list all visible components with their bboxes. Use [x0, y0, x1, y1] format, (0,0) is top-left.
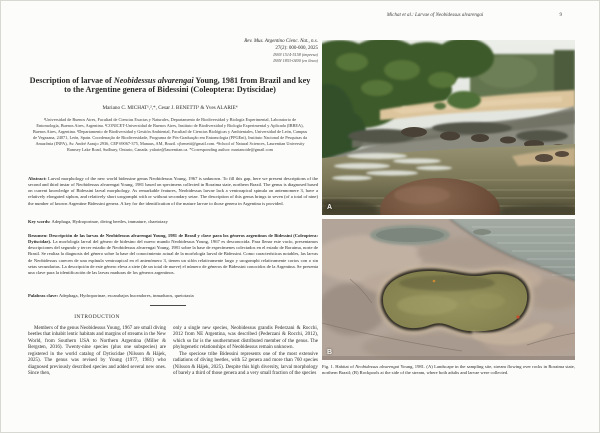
resumen-text: La morfología larval del género de bidesino del nuevo mundo Neobidessus Young, 1967 es desconocida. Para llenar este vacío, presentamos descripciones del segundo y tercer estadio de Neobidessus alvarengai Young, 1981 sobre la base de especímenes colectados en el estado de Roraima, norte de Brasil. Se realiza la diagnosis del género sobre la base del conocimiento actual de la morfología larval de Bidessini. Como características notables, las larvas de Neobidessus carecen de una espínula ventroapical en el antenómero 3, tienen un sifón relativamente largo y urogomphi relativamente cortos con o sin setas secundarias. La descripción de este género eleva a siete (de un total de nueve) el número de géneros de Bidessini conocidos de la Argentina. Se presenta una clave para la identificación de las larvas maduras de los géneros argentinos. [28, 239, 319, 275]
orange-speck [516, 315, 519, 318]
authors-line: Mariano C. MICHAT¹,²,*, Cesar J. BENETTI³ & Yves ALARIE⁴ [102, 105, 238, 111]
keywords [28, 219, 318, 225]
pool-reflection-2 [469, 293, 505, 309]
journal-issue: 27(2): 000-000, 2025 [275, 45, 318, 51]
intro-paragraph-1: Members of the genus Neobidessus Young, 1967 are small diving beetles that inhabit lentic habitats and margins of streams in the New World, from Southern USA to Northern Argentina (Miller & Bergsten, 2016). Twenty-nine species (plus one subspecies) are registered in the world catalog of Dytiscidae (Nilsson & Hájek, 2025). The genus was revised by Young (1977, 1981) who diagnosed previously described species and added several new ones. Since then, [28, 326, 166, 377]
photo-label-b: B [327, 349, 333, 356]
pool-reflection-1 [397, 295, 457, 315]
caption-species: Neobidessus alvarengai [355, 364, 400, 369]
boulder-highlight [394, 186, 450, 204]
keywords-text: Adephaga, Hydroporinae, diving beetles, immature, chaetotaxy [51, 219, 168, 224]
intro-column-right [173, 326, 318, 378]
bottom-rock-edge [322, 356, 575, 360]
article-title-species: Neobidessus alvarengai [113, 76, 194, 85]
palabras-clave [28, 293, 318, 299]
yellow-speck [433, 280, 436, 283]
resumen [28, 233, 318, 276]
intro-column-left [28, 326, 166, 378]
running-head: Michat et al.: Larvae of Neobidessus alvarengai [386, 13, 484, 18]
abstract [28, 176, 318, 207]
abstract-label: Abstract: [28, 176, 47, 181]
resumen-label: Resumen: Descripción de las larvas de Neobidessus alvarengai Young, 1981 de Brasil y clave para los géneros argentinos de Bidessini (Coleoptera: Dytiscidae). [28, 233, 318, 245]
journal-name: Rev. Mus. Argentino Cienc. Nat., n.s. [244, 39, 318, 44]
rockpool-illustration [322, 219, 575, 360]
article-title-part1: Description of larvae of [29, 76, 114, 85]
tiny-pool [473, 229, 491, 235]
introduction-heading: INTRODUCTION [74, 314, 120, 320]
bush-on-sand [447, 91, 481, 109]
palabras-text: Adephaga, Hydroporinae, escarabajos buceadores, inmaduros, quetotaxia [58, 293, 194, 298]
journal-info [28, 39, 318, 64]
journal-issn-print: ISSN 1514-5158 (impresa) [273, 52, 318, 58]
intro-paragraph-2: The speciose tribe Bidessini represents one of the most extensive radiations of diving beetles, with 52 genera and more than 760 species (Nilsson & Hájek, 2025). Despite this high diversity, larval morphology of barely a third of those genera and a very small fraction of the species [173, 351, 318, 377]
article-title [28, 76, 312, 95]
caption-part2: Young, 1981. (A) Landscape in the sampling site, stream flowing over rocks in Roraima state, northern Brazil; (B) Rockpools at the side of the stream, where both adults and larvae were collected. [322, 364, 575, 376]
page-number: 9 [559, 13, 562, 18]
affiliations: ¹Universidad de Buenos Aires, Facultad de Ciencias Exactas y Naturales, Departamento de Biodiversidad y Biología Experimental, Laboratorio de Entomología, Buenos Aires, Argentina. ²CONICET-Universidad de Buenos Aires, Instituto de Biodiversidad y Biología Experimental y Aplicada (IBBEA), Buenos Aires, Argentina. ³Departamento de Biodiversidad y Gestión Ambiental, Facultad de Ciencias Biológicas y Ambientales, Universidad de León, Campus de Vegazana, 24071, León, Spain. Coordenação de Biodiversidade, Programa de Pós-Graduação em Entomologia (PPGEnt), Instituto Nacional de Pesquisas da Amazônia (INPA), Av. André Araujo 2936, CEP 69067-375, Manaus, AM, Brazil. cjbenetti@gmail.com. ⁴School of Natural Sciences, Laurentian University Ramsey Lake Road, Sudbury, Ontario, Canada. yalarie@laurentian.ca. *Corresponding author: marianoide@gmail.com [32, 117, 308, 152]
pool-shadow [399, 275, 495, 291]
section-divider [150, 305, 186, 306]
small-bush [434, 103, 446, 110]
figure-caption [322, 364, 575, 377]
upper-pool-water [376, 228, 444, 242]
abstract-text: Larval morphology of the new world bidessine genus Neobidessus Young, 1967 is unknown. To fill this gap, here we present descriptions of the second and third instar of Neobidessus alvarengai Young, 1981 based on specimens collected in Roraima state, northern Brazil. The genus is diagnosed based on current knowledge of Bidessini larval morphology. As remarkable features, Neobidessus larvae lack a ventroapical spinula on antennomere 3, have a relatively elongated siphon, and relatively short urogomphi with or without secondary setae. The description of this genus brings to seven (of a total of nine) the number of known Argentine Bidessini genera. A key for the identification of the mature larvae to those genera in Argentina is provided. [28, 176, 318, 206]
photo-label-a: A [327, 204, 333, 211]
article-title-part2: Young, 1981 from Brazil and key to the Argentine genera of Bidessini (Coleoptera: Dytiscidae) [64, 76, 311, 95]
keywords-label: Key words: [28, 219, 51, 224]
stream-landscape-illustration [322, 40, 575, 215]
caption-part1: Fig. 1. Habitat of [322, 364, 356, 369]
intro-paragraph-1-continued: only a single new species, Neobidessus grandis Pederzani & Rocchi, 2012 from NE Argentina, was described (Pederzani & Rocchi, 2012), which so far is the southernmost distributed member of the genus. The phylogenetic relationships of Neobidessus remain unknown. [173, 326, 318, 351]
figure-1b-photo-rockpool [322, 219, 575, 360]
palabras-label: Palabras clave: [28, 293, 58, 298]
journal-issn-online: ISSN 1853-0400 (en línea) [273, 57, 318, 63]
figure-1a-photo-stream [322, 40, 575, 215]
